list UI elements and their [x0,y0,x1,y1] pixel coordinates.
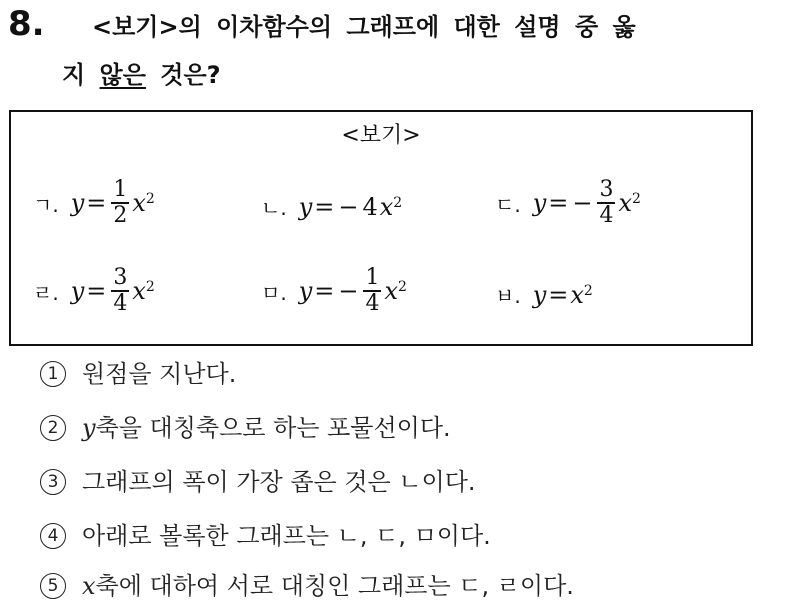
answer-option-4[interactable] [40,520,491,552]
bogi-fraction [111,266,129,316]
bogi-fraction [597,178,615,228]
bogi-lhs: y [532,280,547,309]
bogi-variable: x [132,277,146,305]
bogi-denominator: 4 [365,291,380,316]
option-number-marker: 5 [40,573,66,599]
bogi-exponent: 2 [145,279,155,295]
bogi-equals: = [314,192,335,221]
option-text: 축을 대칭축으로 하는 포물선이다. [95,414,451,442]
bogi-numerator: 3 [113,265,128,290]
question-stem-prefix: 지 [62,61,100,89]
bogi-variable: x [570,280,584,309]
bogi-lhs: y [532,189,547,217]
bogi-sign: − [338,277,359,305]
question-stem-emphasis: 않은 [99,61,146,89]
bogi-denominator: 4 [599,203,614,228]
option-text: 그래프의 폭이 가장 좁은 것은 ㄴ이다. [82,468,476,496]
bogi-exponent: 2 [145,191,155,207]
bogi-equals: = [548,280,569,309]
bogi-denominator: 4 [113,291,128,316]
bogi-marker: ㄷ. [495,192,521,217]
bogi-lhs: y [298,192,313,221]
bogi-numerator: 3 [599,177,614,202]
bogi-numerator: 1 [365,265,380,290]
question-stem-line2 [62,60,221,90]
bogi-exponent: 2 [393,194,403,211]
bogi-fraction [111,178,129,228]
bogi-marker: ㄱ. [33,192,59,217]
bogi-equals: = [548,189,569,217]
option-text: 축에 대하여 서로 대칭인 그래프는 ㄷ, ㄹ이다. [95,572,574,600]
bogi-lhs: y [70,277,85,305]
answer-option-5[interactable] [40,570,574,602]
bogi-sign: − [572,189,593,217]
bogi-item-mieum [261,266,407,316]
bogi-marker: ㅁ. [261,280,287,305]
bogi-exponent: 2 [398,279,407,295]
question-number: 8. [8,4,45,44]
option-number-marker: 2 [40,415,66,441]
bogi-lhs: y [298,277,313,305]
bogi-item-digeut [495,178,641,228]
bogi-sign: − [338,192,359,221]
option-variable: x [82,572,96,600]
bogi-title: <보기> [341,123,421,148]
bogi-marker: ㅂ. [495,284,521,308]
bogi-equals: = [314,277,335,305]
answer-option-3[interactable] [40,466,476,498]
option-text: 아래로 볼록한 그래프는 ㄴ, ㄷ, ㅁ이다. [82,522,491,550]
bogi-marker: ㄴ. [261,196,287,220]
option-text: 원점을 지난다. [82,360,237,388]
option-number-marker: 4 [40,523,66,549]
bogi-variable: x [618,189,633,217]
bogi-exponent: 2 [632,191,641,207]
bogi-exponent: 2 [583,282,593,299]
bogi-marker: ㄹ. [33,280,59,305]
bogi-variable: x [132,189,146,217]
option-number-marker: 1 [40,361,66,387]
bogi-box [9,110,753,346]
bogi-numerator: 1 [113,177,128,202]
bogi-item-nieun [261,192,402,221]
bogi-fraction [363,266,381,316]
bogi-item-giyeok [33,178,155,228]
bogi-equals: = [86,189,107,217]
answer-option-1[interactable] [40,358,236,390]
answer-option-2[interactable] [40,412,451,444]
bogi-item-rieul [33,266,155,316]
question-stem-suffix: 것은? [145,61,221,89]
bogi-coefficient: 4 [362,192,378,221]
bogi-equals: = [86,277,107,305]
bogi-variable: x [384,277,399,305]
option-variable: y [82,414,96,442]
bogi-variable: x [379,192,394,221]
bogi-item-bieup [495,280,593,309]
bogi-denominator: 2 [113,203,128,228]
question-stem-line1: <보기>의 이차함수의 그래프에 대한 설명 중 옳 [92,13,636,41]
bogi-lhs: y [70,189,85,217]
option-number-marker: 3 [40,469,66,495]
